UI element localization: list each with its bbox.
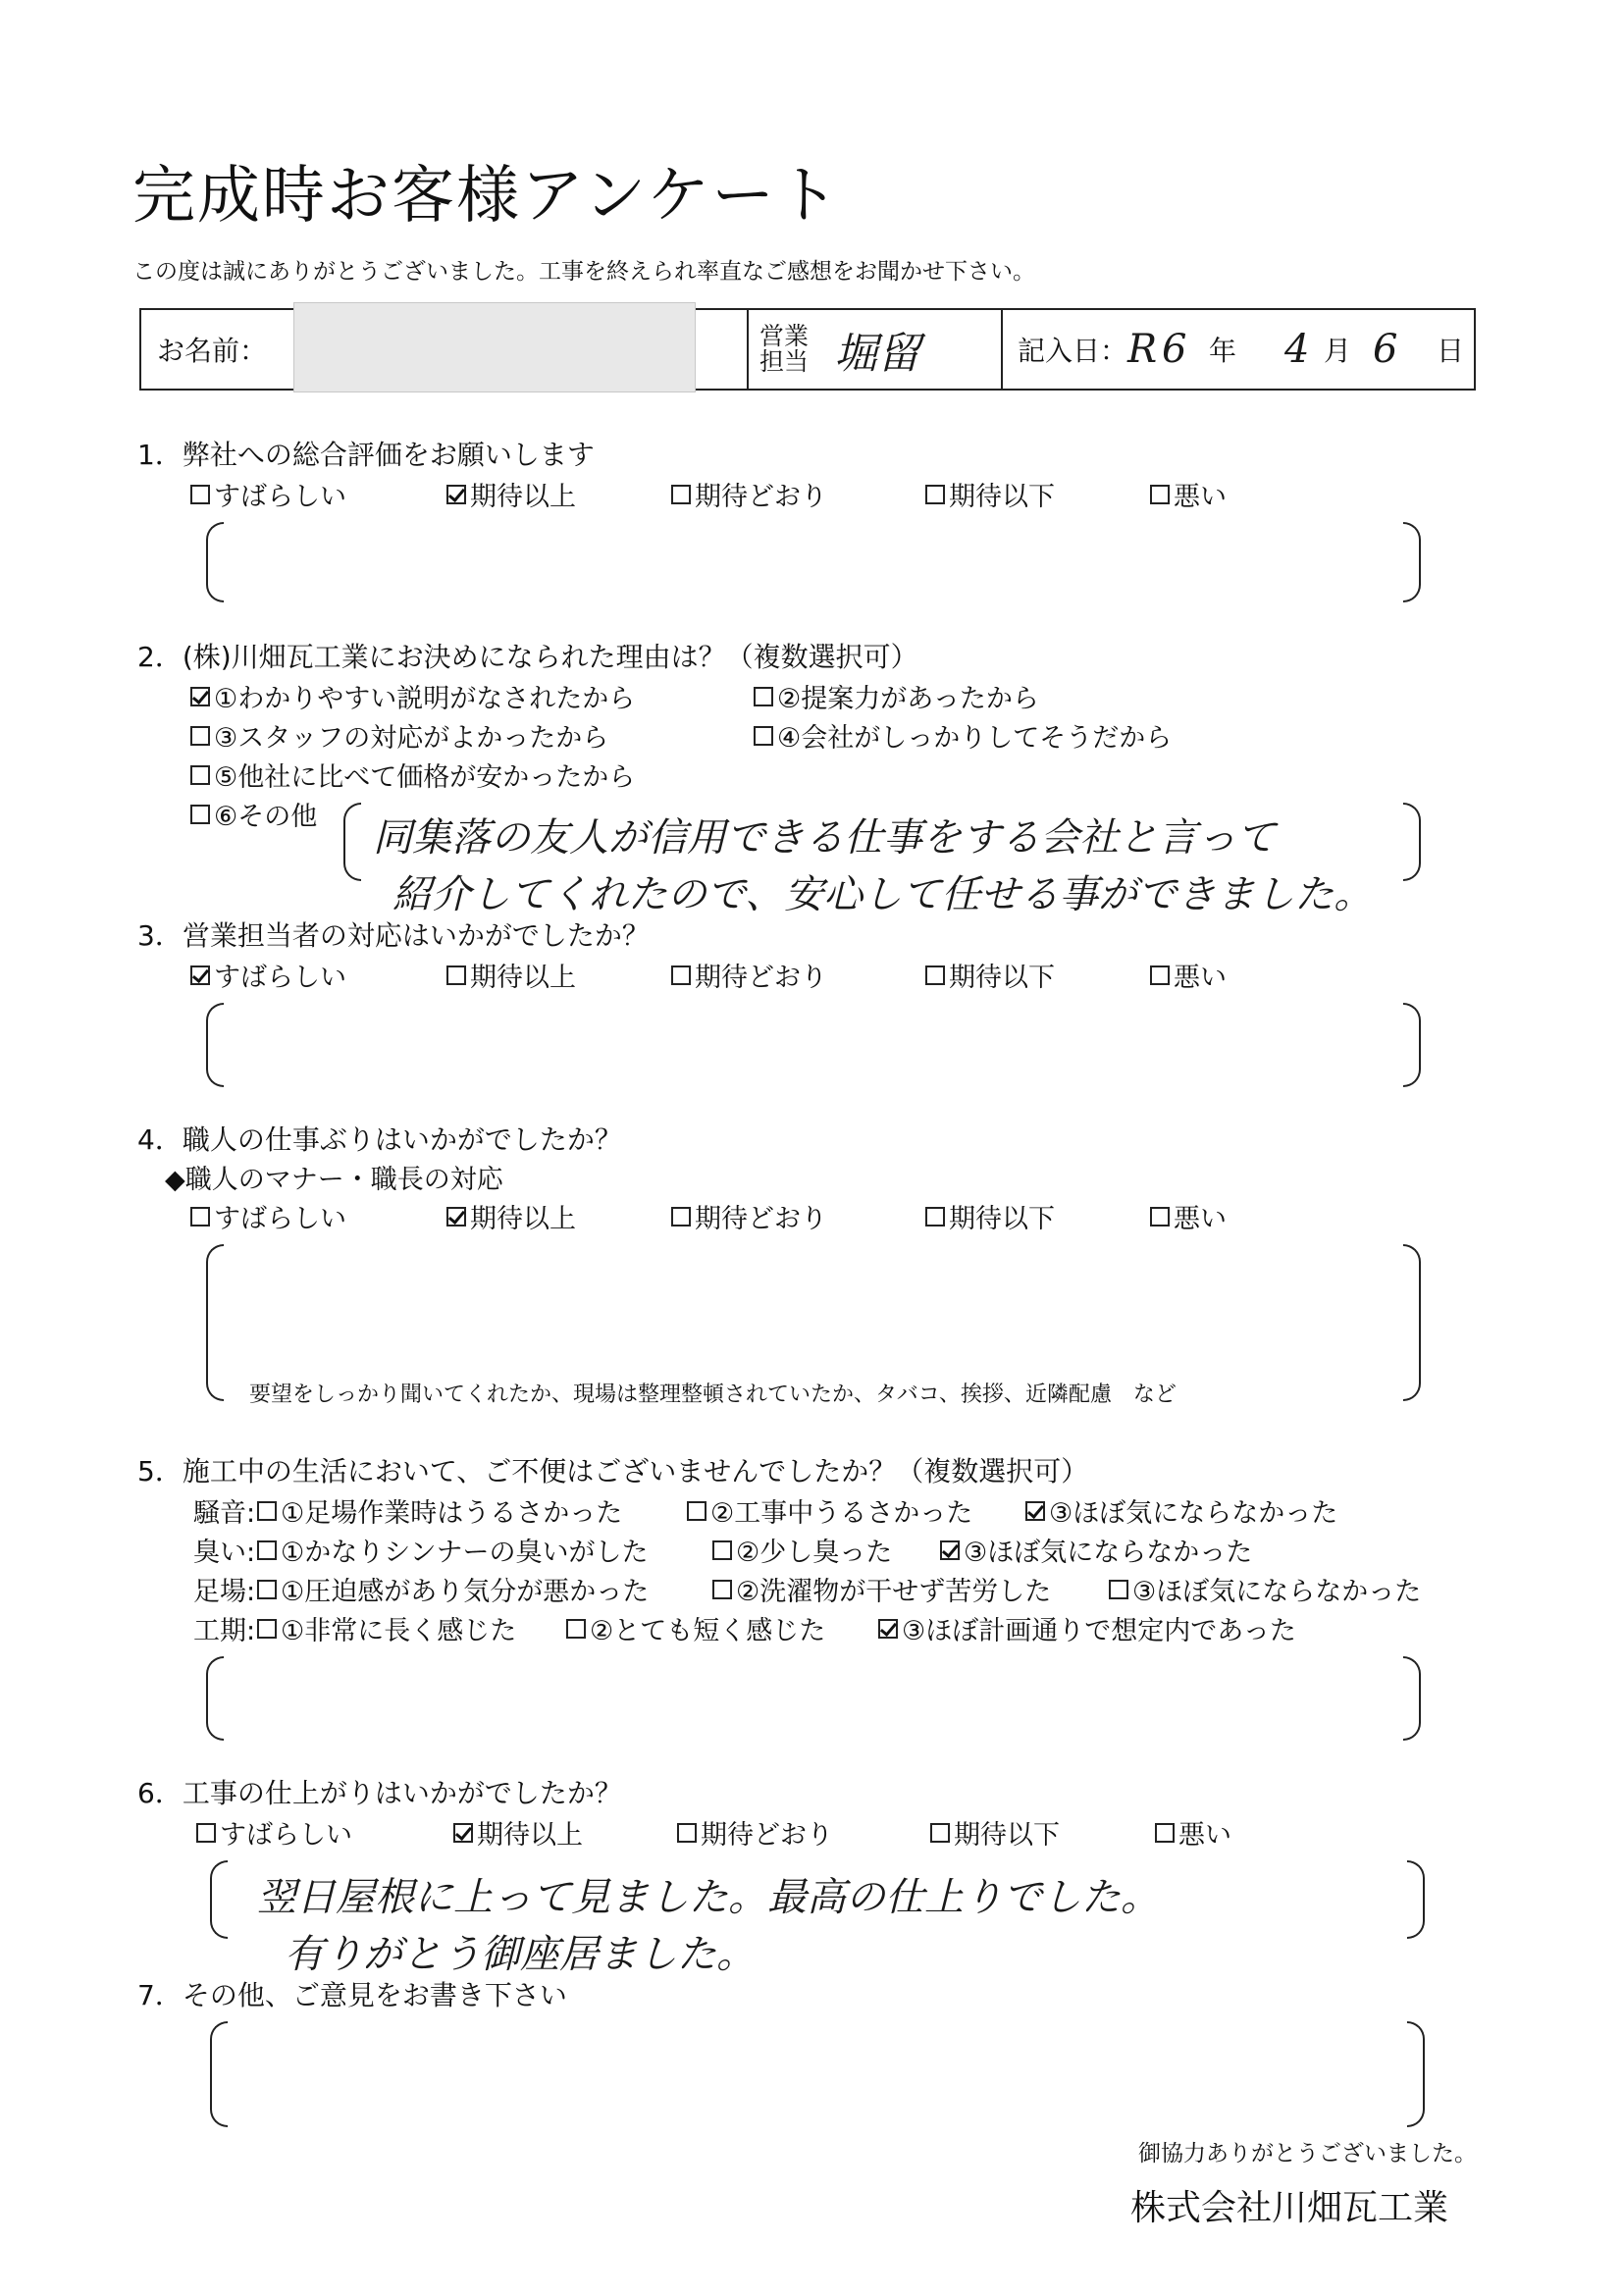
q5-comment-bracket-right: [1403, 1656, 1421, 1741]
date-label: 記入日：: [1018, 335, 1128, 367]
page-subtitle: この度は誠にありがとうございました。工事を終えられ率直なご感想をお聞かせ下さい。: [132, 259, 1035, 285]
q5-category: 足場:: [193, 1577, 256, 1607]
checkbox[interactable]: [190, 726, 210, 746]
q2-handwritten-comment-line2: 紹介してくれたので、安心して任せる事ができました。: [392, 872, 1374, 917]
q2-label: 2．(株)川畑瓦工業にお決めになられた理由は？（複数選択可）: [137, 641, 918, 673]
thanks-message: 御協力ありがとうございました。: [1138, 2141, 1477, 2166]
q1-option[interactable]: 悪い: [1150, 475, 1227, 513]
q2-option[interactable]: ⑤他社に比べて価格が安かったから: [190, 756, 635, 794]
checkbox[interactable]: [712, 1580, 732, 1599]
date-day-unit: 日: [1437, 335, 1465, 367]
checkbox[interactable]: [1150, 485, 1170, 504]
name-redacted-field: [293, 302, 696, 392]
checkbox[interactable]: [671, 1207, 691, 1226]
checkbox[interactable]: [671, 485, 691, 504]
date-era: R: [1127, 327, 1158, 372]
q4-comment-bracket-right: [1403, 1244, 1421, 1401]
q5-option[interactable]: ①かなりシンナーの臭いがした: [257, 1531, 649, 1569]
q5-option[interactable]: ③ほぼ気にならなかった: [1025, 1491, 1337, 1530]
q3-option[interactable]: 期待以下: [925, 956, 1055, 994]
checkbox[interactable]: [1155, 1823, 1175, 1843]
q1-label: 1．弊社への総合評価をお願いします: [137, 439, 595, 471]
q4-sub-label: ◆職人のマナー・職長の対応: [165, 1165, 503, 1195]
q5-option[interactable]: ②工事中うるさかった: [687, 1491, 972, 1530]
q2-option[interactable]: ②提案力があったから: [754, 677, 1039, 715]
checkbox[interactable]: [677, 1823, 697, 1843]
checkbox[interactable]: [566, 1619, 586, 1639]
checkbox[interactable]: [190, 805, 210, 824]
q6-handwritten-comment-line2: 有りがとう御座居ました。: [285, 1932, 756, 1977]
q3-option[interactable]: すばらしい: [190, 956, 346, 994]
q2-option[interactable]: ①わかりやすい説明がなされたから: [190, 677, 635, 715]
checkbox-checked[interactable]: [446, 485, 466, 504]
checkbox[interactable]: [1150, 965, 1170, 985]
q6-comment-bracket-left: [210, 1860, 228, 1939]
q3-comment-bracket-left: [206, 1003, 224, 1087]
q7-comment-bracket-left: [210, 2021, 228, 2127]
q6-comment-bracket-right: [1407, 1860, 1425, 1939]
q6-option[interactable]: 期待以下: [930, 1813, 1060, 1852]
checkbox[interactable]: [257, 1540, 277, 1560]
q6-label: 6．工事の仕上がりはいかがでしたか？: [137, 1777, 622, 1809]
checkbox[interactable]: [754, 726, 773, 746]
checkbox[interactable]: [1150, 1207, 1170, 1226]
checkbox-checked[interactable]: [453, 1823, 473, 1843]
checkbox[interactable]: [446, 965, 466, 985]
checkbox[interactable]: [925, 1207, 945, 1226]
q3-comment-bracket-right: [1403, 1003, 1421, 1087]
date-year-unit: 年: [1209, 335, 1237, 367]
page-title: 完成時お客様アンケート: [132, 160, 842, 233]
checkbox[interactable]: [925, 965, 945, 985]
q5-option[interactable]: ①非常に長く感じた: [257, 1609, 516, 1647]
q4-note: 要望をしっかり聞いてくれたか、現場は整理整頓されていたか、タバコ、挨拶、近隣配慮 など: [249, 1383, 1177, 1407]
q6-option[interactable]: 悪い: [1155, 1813, 1231, 1852]
q5-row-smell: [193, 1531, 255, 1569]
q5-option[interactable]: ②洗濯物が干せず苦労した: [712, 1570, 1051, 1608]
q5-row-noise: [193, 1491, 255, 1530]
q1-option[interactable]: すばらしい: [190, 475, 346, 513]
q4-comment-bracket-left: [206, 1244, 224, 1401]
q5-comment-bracket-left: [206, 1656, 224, 1741]
date-day: 6: [1373, 327, 1398, 372]
q4-label: 4．職人の仕事ぶりはいかがでしたか？: [137, 1123, 622, 1156]
q7-comment-bracket-right: [1407, 2021, 1425, 2127]
q5-option[interactable]: ①足場作業時はうるさかった: [257, 1491, 622, 1530]
q4-option[interactable]: 期待どおり: [671, 1197, 827, 1235]
date-year: 6: [1162, 327, 1187, 372]
q5-option[interactable]: ②少し臭った: [712, 1531, 892, 1569]
q2-option[interactable]: ③スタッフの対応がよかったから: [190, 716, 608, 755]
q6-option[interactable]: すばらしい: [196, 1813, 352, 1852]
checkbox-checked[interactable]: [940, 1540, 960, 1560]
q1-comment-bracket-left: [206, 522, 224, 602]
checkbox[interactable]: [712, 1540, 732, 1560]
q2-option[interactable]: ⑥その他: [190, 795, 317, 833]
q1-option[interactable]: 期待どおり: [671, 475, 827, 513]
checkbox-checked[interactable]: [878, 1619, 898, 1639]
q6-option[interactable]: 期待どおり: [677, 1813, 833, 1852]
name-label: お名前：: [157, 335, 268, 367]
q5-row-schedule: [193, 1609, 255, 1647]
q4-option[interactable]: 期待以上: [446, 1197, 576, 1235]
q3-option[interactable]: 悪い: [1150, 956, 1227, 994]
checkbox-checked[interactable]: [1025, 1501, 1045, 1521]
checkbox[interactable]: [196, 1823, 216, 1843]
q6-handwritten-comment-line1: 翌日屋根に上って見ました。最高の仕上りでした。: [257, 1875, 1160, 1920]
sales-label-line2: 担当: [759, 347, 810, 376]
q5-option[interactable]: ③ほぼ計画通りで想定内であった: [878, 1609, 1296, 1647]
checkbox[interactable]: [257, 1619, 277, 1639]
q2-comment-bracket-left: [343, 803, 361, 881]
q4-option[interactable]: すばらしい: [190, 1197, 346, 1235]
q5-option[interactable]: ②とても短く感じた: [566, 1609, 825, 1647]
checkbox[interactable]: [671, 965, 691, 985]
q3-label: 3．営業担当者の対応はいかがでしたか？: [137, 919, 650, 952]
checkbox[interactable]: [190, 765, 210, 785]
checkbox[interactable]: [925, 485, 945, 504]
checkbox-checked[interactable]: [190, 687, 210, 706]
sales-person: 堀留: [834, 329, 920, 379]
q2-comment-bracket-right: [1403, 803, 1421, 881]
header-divider: [747, 310, 749, 389]
sales-label: [759, 310, 809, 389]
checkbox[interactable]: [190, 1207, 210, 1226]
checkbox[interactable]: [754, 687, 773, 706]
q5-option[interactable]: ③ほぼ気にならなかった: [940, 1531, 1252, 1569]
q5-option[interactable]: ③ほぼ気にならなかった: [1109, 1570, 1421, 1608]
header-box: [139, 308, 1476, 391]
q4-option[interactable]: 期待以下: [925, 1197, 1055, 1235]
q5-category: 工期:: [193, 1616, 256, 1646]
q2-option[interactable]: ④会社がしっかりしてそうだから: [754, 716, 1172, 755]
q5-option[interactable]: ①圧迫感があり気分が悪かった: [257, 1570, 649, 1608]
q2-handwritten-comment-line1: 同集落の友人が信用できる仕事をする会社と言って: [373, 815, 1276, 861]
checkbox-checked[interactable]: [190, 965, 210, 985]
checkbox[interactable]: [257, 1580, 277, 1599]
q3-option[interactable]: 期待以上: [446, 956, 576, 994]
q1-comment-bracket-right: [1403, 522, 1421, 602]
date-month-unit: 月: [1324, 335, 1352, 367]
q5-category: 騒音:: [193, 1498, 256, 1529]
q6-option[interactable]: 期待以上: [453, 1813, 583, 1852]
q5-row-scaffold: [193, 1570, 255, 1608]
checkbox[interactable]: [687, 1501, 706, 1521]
company-name: 株式会社川畑瓦工業: [1130, 2188, 1449, 2228]
checkbox[interactable]: [930, 1823, 950, 1843]
checkbox[interactable]: [257, 1501, 277, 1521]
q7-label: 7．その他、ご意見をお書き下さい: [137, 1979, 567, 2011]
checkbox-checked[interactable]: [446, 1207, 466, 1226]
q1-option[interactable]: 期待以下: [925, 475, 1055, 513]
sales-label-line1: 営業: [759, 321, 810, 350]
q1-option[interactable]: 期待以上: [446, 475, 576, 513]
date-month: 4: [1284, 327, 1310, 372]
q3-option[interactable]: 期待どおり: [671, 956, 827, 994]
q5-category: 臭い:: [193, 1538, 256, 1568]
checkbox[interactable]: [1109, 1580, 1128, 1599]
header-divider: [1001, 310, 1003, 389]
q5-label: 5．施工中の生活において、ご不便はございませんでしたか？（複数選択可）: [137, 1455, 1089, 1487]
q4-option[interactable]: 悪い: [1150, 1197, 1227, 1235]
checkbox[interactable]: [190, 485, 210, 504]
